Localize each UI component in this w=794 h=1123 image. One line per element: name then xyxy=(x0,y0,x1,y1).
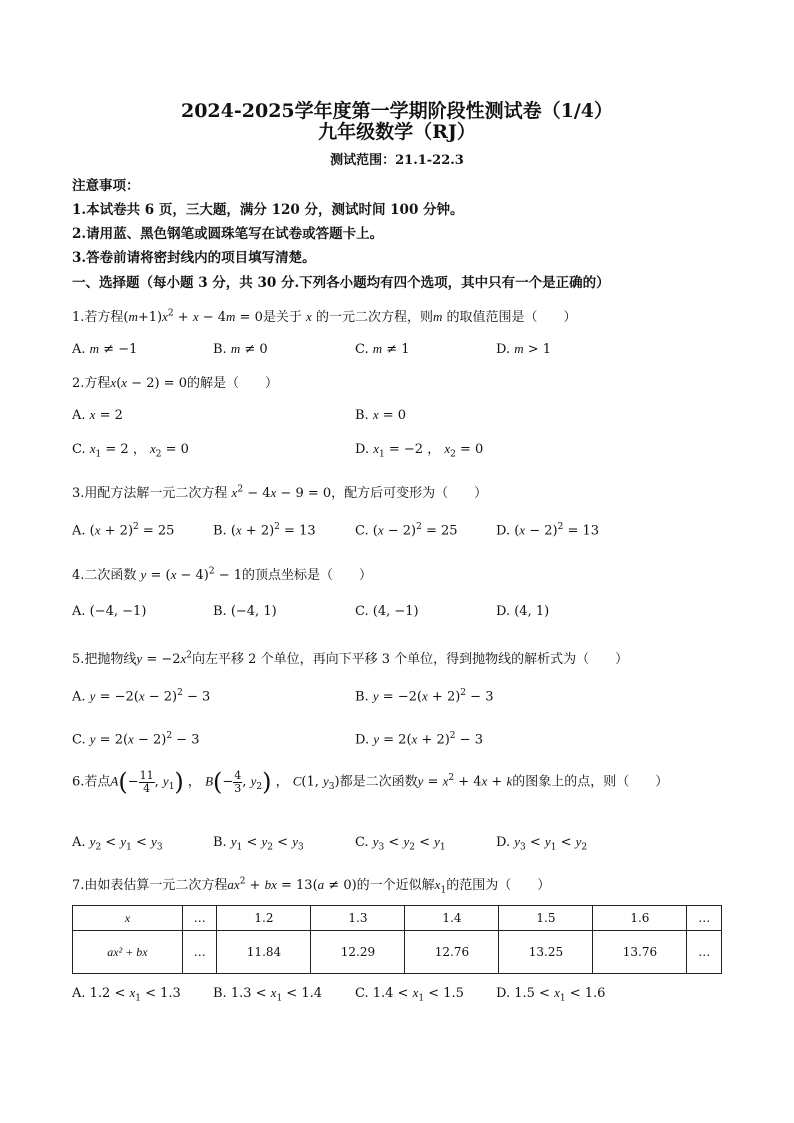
table-cell: 11.84 xyxy=(217,931,311,974)
table-cell: … xyxy=(687,931,722,974)
q7-option-d: D. $1.5 < x_1 < 1.6$ xyxy=(496,985,606,1004)
q5-option-c: C. $y = 2(x - 2)^2 - 3$ xyxy=(72,731,200,748)
table-row xyxy=(73,931,722,974)
exam-scope: 测试范围：21.1-22.3 xyxy=(330,153,464,168)
exam-subtitle: 九年级数学（RJ） xyxy=(318,121,476,143)
q6-option-d: D. $y_3 < y_1 < y_2$ xyxy=(496,834,588,853)
q7-option-c: C. $1.4 < x_1 < 1.5$ xyxy=(355,985,464,1004)
q5-option-a: A. $y = -2(x - 2)^2 - 3$ xyxy=(72,688,211,705)
question-7: 7.由如表估算一元二次方程$ax^2$ + bx = 13(a ≠ 0)的一个近似解$x_1$的范围为（ ） xyxy=(72,876,551,896)
q3-option-b: B. $(x + 2)^2 = 13$ xyxy=(213,522,316,539)
table-cell: 1.5 xyxy=(499,906,593,931)
q7-option-b: B. $1.3 < x_1 < 1.4$ xyxy=(213,985,323,1004)
q1-option-a: A. m ≠ −1 xyxy=(72,341,138,357)
q4-option-c: C. (4, −1) xyxy=(355,604,419,619)
table-cell: ax² + bx xyxy=(73,931,183,974)
table-cell: x xyxy=(73,906,183,931)
q2-option-d: D. $x_1 = -2$ ， $x_2 = 0$ xyxy=(355,441,484,460)
question-5: 5.把抛物线$y = -2x^2$向左平移 2 个单位，再向下平移 3 个单位，得到抛物线的解析式为（ ） xyxy=(72,650,629,667)
question-1: 1.若方程$(m+1)x^2 + x - 4m = 0$是关于 x 的一元二次方程，则m 的取值范围是（ ） xyxy=(72,308,577,325)
note-item-3: 3.答卷前请将密封线内的项目填写清楚。 xyxy=(72,250,316,266)
exam-title: 2024-2025学年度第一学期阶段性测试卷（1/4） xyxy=(180,100,614,122)
table-cell: 1.6 xyxy=(593,906,687,931)
question-2: 2.方程x(x − 2) = 0的解是（ ） xyxy=(72,375,278,391)
table-cell: … xyxy=(182,931,217,974)
q6-option-a: A. $y_2 < y_1 < y_3$ xyxy=(72,834,163,853)
q3-option-a: A. $(x + 2)^2 = 25$ xyxy=(72,522,175,539)
q5-option-d: D. $y = 2(x + 2)^2 - 3$ xyxy=(355,731,483,748)
q5-option-b: B. $y = -2(x + 2)^2 - 3$ xyxy=(355,688,494,705)
table-cell: 12.29 xyxy=(311,931,405,974)
table-row xyxy=(73,906,722,931)
q4-option-d: D. (4, 1) xyxy=(496,604,550,619)
q3-option-c: C. $(x - 2)^2 = 25$ xyxy=(355,522,458,539)
table-cell: … xyxy=(182,906,217,931)
values-table xyxy=(72,905,722,974)
q3-option-d: D. $(x - 2)^2 = 13$ xyxy=(496,522,600,539)
q1-option-c: C. m ≠ 1 xyxy=(355,341,410,357)
q1-option-d: D. m > 1 xyxy=(496,341,552,357)
question-3: 3.用配方法解一元二次方程 $x^2 - 4x - 9 = 0$，配方后可变形为（ ） xyxy=(72,484,488,501)
q7-option-a: A. $1.2 < x_1 < 1.3$ xyxy=(72,985,181,1004)
q1-option-b: B. m ≠ 0 xyxy=(213,341,268,357)
question-6: 6.若点A(− $\frac{11}{4}$ , $y_1$) ， B(− $\frac{4}{3}$ , $y_2$) ， C(1, $y_3$)都是二次函数$y = x^2 + 4x + k$的图象上的点，则（ ） xyxy=(72,768,669,796)
table-cell: 12.76 xyxy=(405,931,499,974)
table-cell: 1.2 xyxy=(217,906,311,931)
section-heading: 一、选择题（每小题 3 分，共 30 分.下列各小题均有四个选项，其中只有一个是正确的） xyxy=(72,275,610,291)
table-cell: 13.76 xyxy=(593,931,687,974)
q6-option-b: B. $y_1 < y_2 < y_3$ xyxy=(213,834,304,853)
table-cell: 1.3 xyxy=(311,906,405,931)
q2-option-c: C. $x_1 = 2$ ， $x_2 = 0$ xyxy=(72,441,189,460)
q4-option-b: B. (−4, 1) xyxy=(213,604,277,619)
q4-option-a: A. (−4, −1) xyxy=(72,604,147,619)
notes-heading: 注意事项： xyxy=(72,178,140,194)
question-4: 4.二次函数 $y = (x - 4)^2 - 1$的顶点坐标是（ ） xyxy=(72,566,373,583)
note-item-2: 2.请用蓝、黑色钢笔或圆珠笔写在试卷或答题卡上。 xyxy=(72,226,384,242)
table-cell: … xyxy=(687,906,722,931)
q2-option-a: A. x = 2 xyxy=(72,407,123,423)
table-cell: 13.25 xyxy=(499,931,593,974)
q2-option-b: B. x = 0 xyxy=(355,407,407,423)
note-item-1: 1.本试卷共 6 页，三大题，满分 120 分，测试时间 100 分钟。 xyxy=(72,202,464,218)
q6-option-c: C. $y_3 < y_2 < y_1$ xyxy=(355,834,446,853)
table-cell: 1.4 xyxy=(405,906,499,931)
